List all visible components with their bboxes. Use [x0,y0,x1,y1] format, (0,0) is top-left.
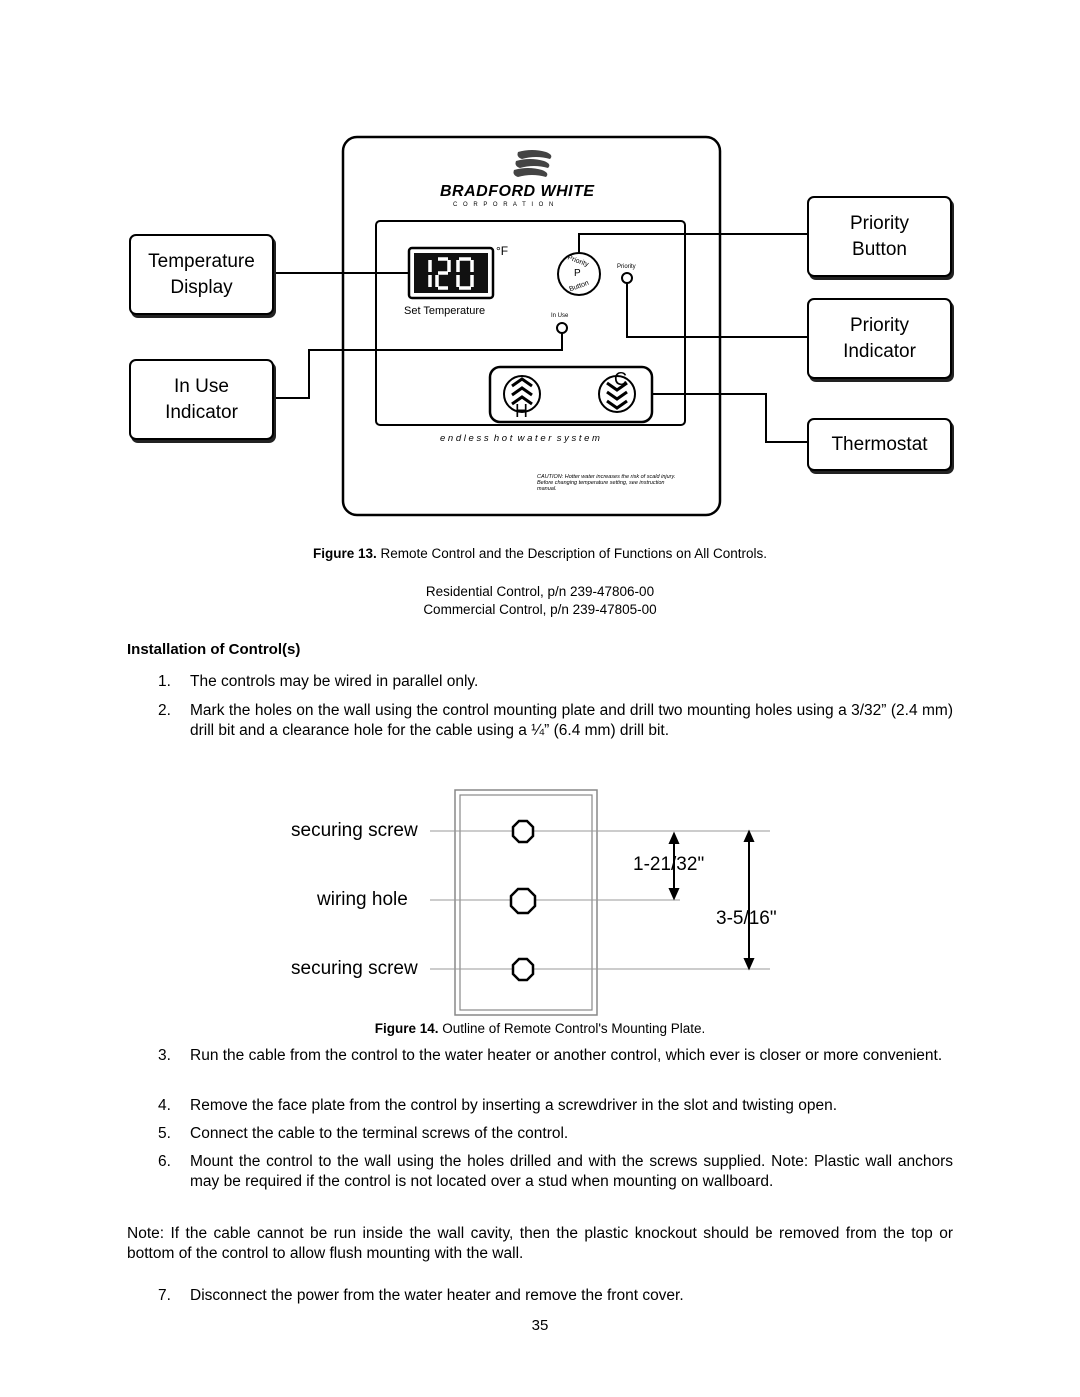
list-text: Run the cable from the control to the water heater or another control, which ever is closer or more convenient. [190,1047,943,1064]
dimension-large-label: 3-5/16" [716,908,777,929]
list-item [158,1046,953,1066]
thermostat-c-label: C [614,369,627,389]
callout-line: Priority [849,314,910,336]
list-text: The controls may be wired in parallel only. [190,673,479,690]
list-text: Disconnect the power from the water heater and remove the front cover. [190,1287,684,1304]
list-item [158,1286,953,1306]
caption-text: Outline of Remote Control's Mounting Plate. [438,1021,706,1036]
display-unit: °F [496,244,509,258]
caption-label: Figure 14. [374,1021,439,1036]
tagline: e n d l e s s h o t w a t e r s y s t e m [440,433,600,444]
figure-14-caption [0,1021,1080,1036]
wiring-hole-label: wiring hole [317,889,408,910]
list-item [158,672,953,692]
callout-line: Indicator [843,340,916,362]
list-item [158,1096,953,1116]
list-number: 5. [158,1125,171,1142]
securing-screw-top-label: securing screw [291,820,418,841]
list-number: 3. [158,1047,171,1064]
list-number: 7. [158,1287,171,1304]
list-text: Mount the control to the wall using the holes drilled and with the screws supplied. Note: Plastic wall anchors may be required if the control is not located over a stud when mounting on wallboard. [190,1153,953,1190]
list-number: 4. [158,1097,171,1114]
callout-line: Button [852,238,907,260]
list-text: Mark the holes on the wall using the control mounting plate and drill two mounting holes using a 3/32” (2.4 mm) drill bit and a clearance hole for the cable using a ¼” (6.4 mm) drill bit. [190,702,953,739]
thermostat-h-label: H [515,401,528,421]
callout-line: Indicator [165,401,238,423]
figure-13-caption [0,546,1080,561]
dimension-small-label: 1-21/32" [633,854,705,875]
part-number-commercial: Commercial Control, p/n 239-47805-00 [423,602,657,617]
priority-button-letter: P [574,268,581,279]
list-number: 2. [158,702,171,719]
set-temperature-label: Set Temperature [404,305,486,317]
list-text: Remove the face plate from the control by inserting a screwdriver in the slot and twisting open. [190,1097,838,1114]
priority-button-callout [807,196,952,277]
caption-text: Remote Control and the Description of Functions on All Controls. [376,546,767,561]
brand-logo [514,150,552,177]
securing-screw-bottom-label: securing screw [291,958,418,979]
thermostat-callout [807,418,952,471]
callout-line: Temperature [148,250,255,272]
part-number-residential: Residential Control, p/n 239-47806-00 [425,584,655,599]
callout-line: In Use [174,375,229,397]
callout-line: Display [170,276,233,298]
callout-line: Priority [849,212,910,234]
list-item [158,701,953,741]
caution-text: CAUTION: Hotter water increases the risk of scald injury. Before changing temperature setting, see instruction manual. [537,474,676,492]
note-paragraph: Note: If the cable cannot be run inside the wall cavity, then the plastic knockout should be removed from the top or bottom of the control to allow flush mounting with the wall. [127,1225,953,1262]
brand-name: BRADFORD WHITE [440,183,595,200]
priority-indicator-callout [807,298,952,379]
section-heading: Installation of Control(s) [127,641,301,658]
list-number: 6. [158,1153,171,1170]
in-use-indicator-callout [129,359,274,440]
priority-button-text-top: Priority [566,254,590,269]
brand-subtitle: C O R P O R A T I O N [453,202,556,208]
priority-led-label: Priority [617,264,636,270]
list-text: Connect the cable to the terminal screws of the control. [190,1125,569,1142]
priority-button-text-bottom: Button [568,279,590,294]
caption-label: Figure 13. [313,546,377,561]
mounting-plate-diagram [0,780,1080,1020]
callout-line: Thermostat [831,433,928,455]
in-use-led-label: In Use [551,313,569,319]
list-number: 1. [158,673,171,690]
list-item [158,1124,953,1144]
temperature-display-callout [129,234,274,315]
page-number: 35 [531,1317,549,1334]
list-item [158,1152,953,1192]
